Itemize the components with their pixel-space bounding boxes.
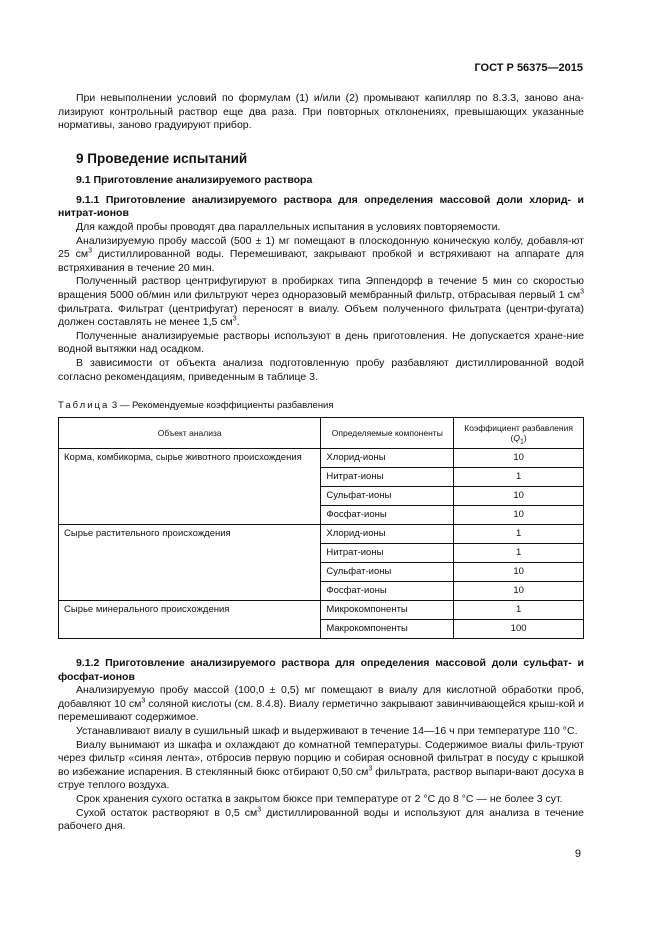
table-row: [59, 601, 584, 620]
paragraph-parallel-tests: Для каждой пробы проводят два параллельных испытания в условиях повторяемости.: [76, 220, 501, 233]
cell-component: Нитрат-ионы: [321, 544, 454, 563]
header-components: Определяемые компоненты: [321, 418, 454, 449]
cell-coefficient: 10: [454, 506, 584, 525]
page-number: 9: [574, 848, 581, 860]
paragraph-centrifuge: Полученный раствор центрифугируют в пробирках типа Эппендорф в течение 5 мин со скоростью вращения 5000 об/мин или фильтруют через одноразовый мембранный фильтр, отбрасывая первый 1 $см^3$ фильтрата. Фильтрат (центрифугат) переносят в виалу. Объем полученного фильтрата (центри-фугата) должен составлять не менее 1,5 $см^3$.: [58, 275, 584, 329]
cell-object: Корма, комбикорма, сырье животного происхождения: [59, 449, 321, 525]
section-9-1-title: 9.1 Приготовление анализируемого раствора: [76, 173, 313, 186]
cell-coefficient: 10: [454, 563, 584, 582]
paragraph-sample-mass: Анализируемую пробу массой (500 ± 1) мг помещают в плоскодонную коническую колбу, добавля-ют 25 $см^3$ дистиллированной воды. Перемешивают, закрывают пробкой и встряхивают на аппарате для встряхивания в течение 20 мин.: [58, 234, 584, 274]
header-coefficient: Коэффициент разбавления $(Q_1)$: [454, 418, 584, 449]
cell-object: Сырье растительного происхождения: [59, 525, 321, 601]
table-row: [59, 449, 584, 468]
cell-component: Нитрат-ионы: [321, 468, 454, 487]
cell-component: Макрокомпоненты: [321, 620, 454, 639]
dilution-table: [58, 417, 584, 639]
cell-coefficient: 10: [454, 582, 584, 601]
cell-coefficient: 1: [454, 525, 584, 544]
section-9-1-1-title: 9.1.1 Приготовление анализируемого раствора для определения массовой доли хлорид- и нитрат-ионов: [58, 193, 584, 220]
cell-coefficient: 1: [454, 544, 584, 563]
paragraph-acid-treatment: Анализируемую пробу массой (100,0 ± 0,5) мг помещают в виалу для кислотной обработки проб, добавляют 10 $см^3$ соляной кислоты (см. 8.4.8). Виалу герметично закрывают завинчивающейся крыш-кой и перемешивают содержимое.: [58, 684, 585, 724]
cell-component: Сульфат-ионы: [321, 487, 454, 506]
cell-coefficient: 1: [454, 601, 584, 620]
cell-component: Фосфат-ионы: [321, 582, 454, 601]
page-content: [58, 92, 584, 834]
paragraph-solution-use: Полученные анализируемые растворы используют в день приготовления. Не допускается хране-ние водной вытяжки над осадком.: [58, 329, 584, 356]
header-object: Объект анализа: [59, 418, 321, 449]
cell-coefficient: 100: [454, 620, 584, 639]
paragraph-drying: Устанавливают виалу в сушильный шкаф и выдерживают в течение 14—16 ч при температуре 110 °С.: [76, 725, 578, 738]
paragraph-dilution: В зависимости от объекта анализа подготовленную пробу разбавляют дистиллированной водой согласно рекомендациям, приведенным в таблице 3.: [58, 356, 584, 383]
cell-component: Хлорид-ионы: [321, 449, 454, 468]
cell-component: Сульфат-ионы: [321, 563, 454, 582]
intro-paragraph: При невыполнении условий по формулам (1) и/или (2) промывают капилляр по 8.3.3, заново ана-лизируют контрольный раствор еще два раза. При повторных отклонениях, превышающих указанные нормативы, заново градуируют прибор.: [58, 92, 584, 132]
cell-object: Сырье минерального происхождения: [59, 601, 321, 639]
table-caption: Таблица 3 — Рекомендуемые коэффициенты разбавления: [58, 400, 334, 412]
section-9-1-2-title: 9.1.2 Приготовление анализируемого раствора для определения массовой доли сульфат- и фосфат-ионов: [58, 657, 584, 683]
cell-component: Фосфат-ионы: [321, 506, 454, 525]
standard-code: ГОСТ Р 56375—2015: [474, 62, 583, 74]
cell-coefficient: 1: [454, 468, 584, 487]
table-header-row: [59, 418, 584, 449]
section-9-title: 9 Проведение испытаний: [76, 150, 248, 166]
cell-coefficient: 10: [454, 487, 584, 506]
table-row: [59, 525, 584, 544]
paragraph-dissolve: Сухой остаток растворяют в 0,5 $см^3$ дистиллированной воды и используют для анализа в течение рабочего дня.: [58, 806, 584, 833]
paragraph-storage: Срок хранения сухого остатка в закрытом бюксе при температуре от 2 °С до 8 °С — не более 3 сут.: [76, 793, 563, 806]
cell-component: Микрокомпоненты: [321, 601, 454, 620]
cell-component: Хлорид-ионы: [321, 525, 454, 544]
paragraph-filtration: Виалу вынимают из шкафа и охлаждают до комнатной температуры. Содержимое виалы филь-труют через фильтр «синяя лента», отбросив первую порцию и собирая основной фильтрат в посуду с крышкой во избежание испарения. В стеклянный бюкс отбирают 0,50 $см^3$ фильтрата, раствор выпари-вают досуха в струе теплого воздуха.: [58, 738, 584, 792]
cell-coefficient: 10: [454, 449, 584, 468]
